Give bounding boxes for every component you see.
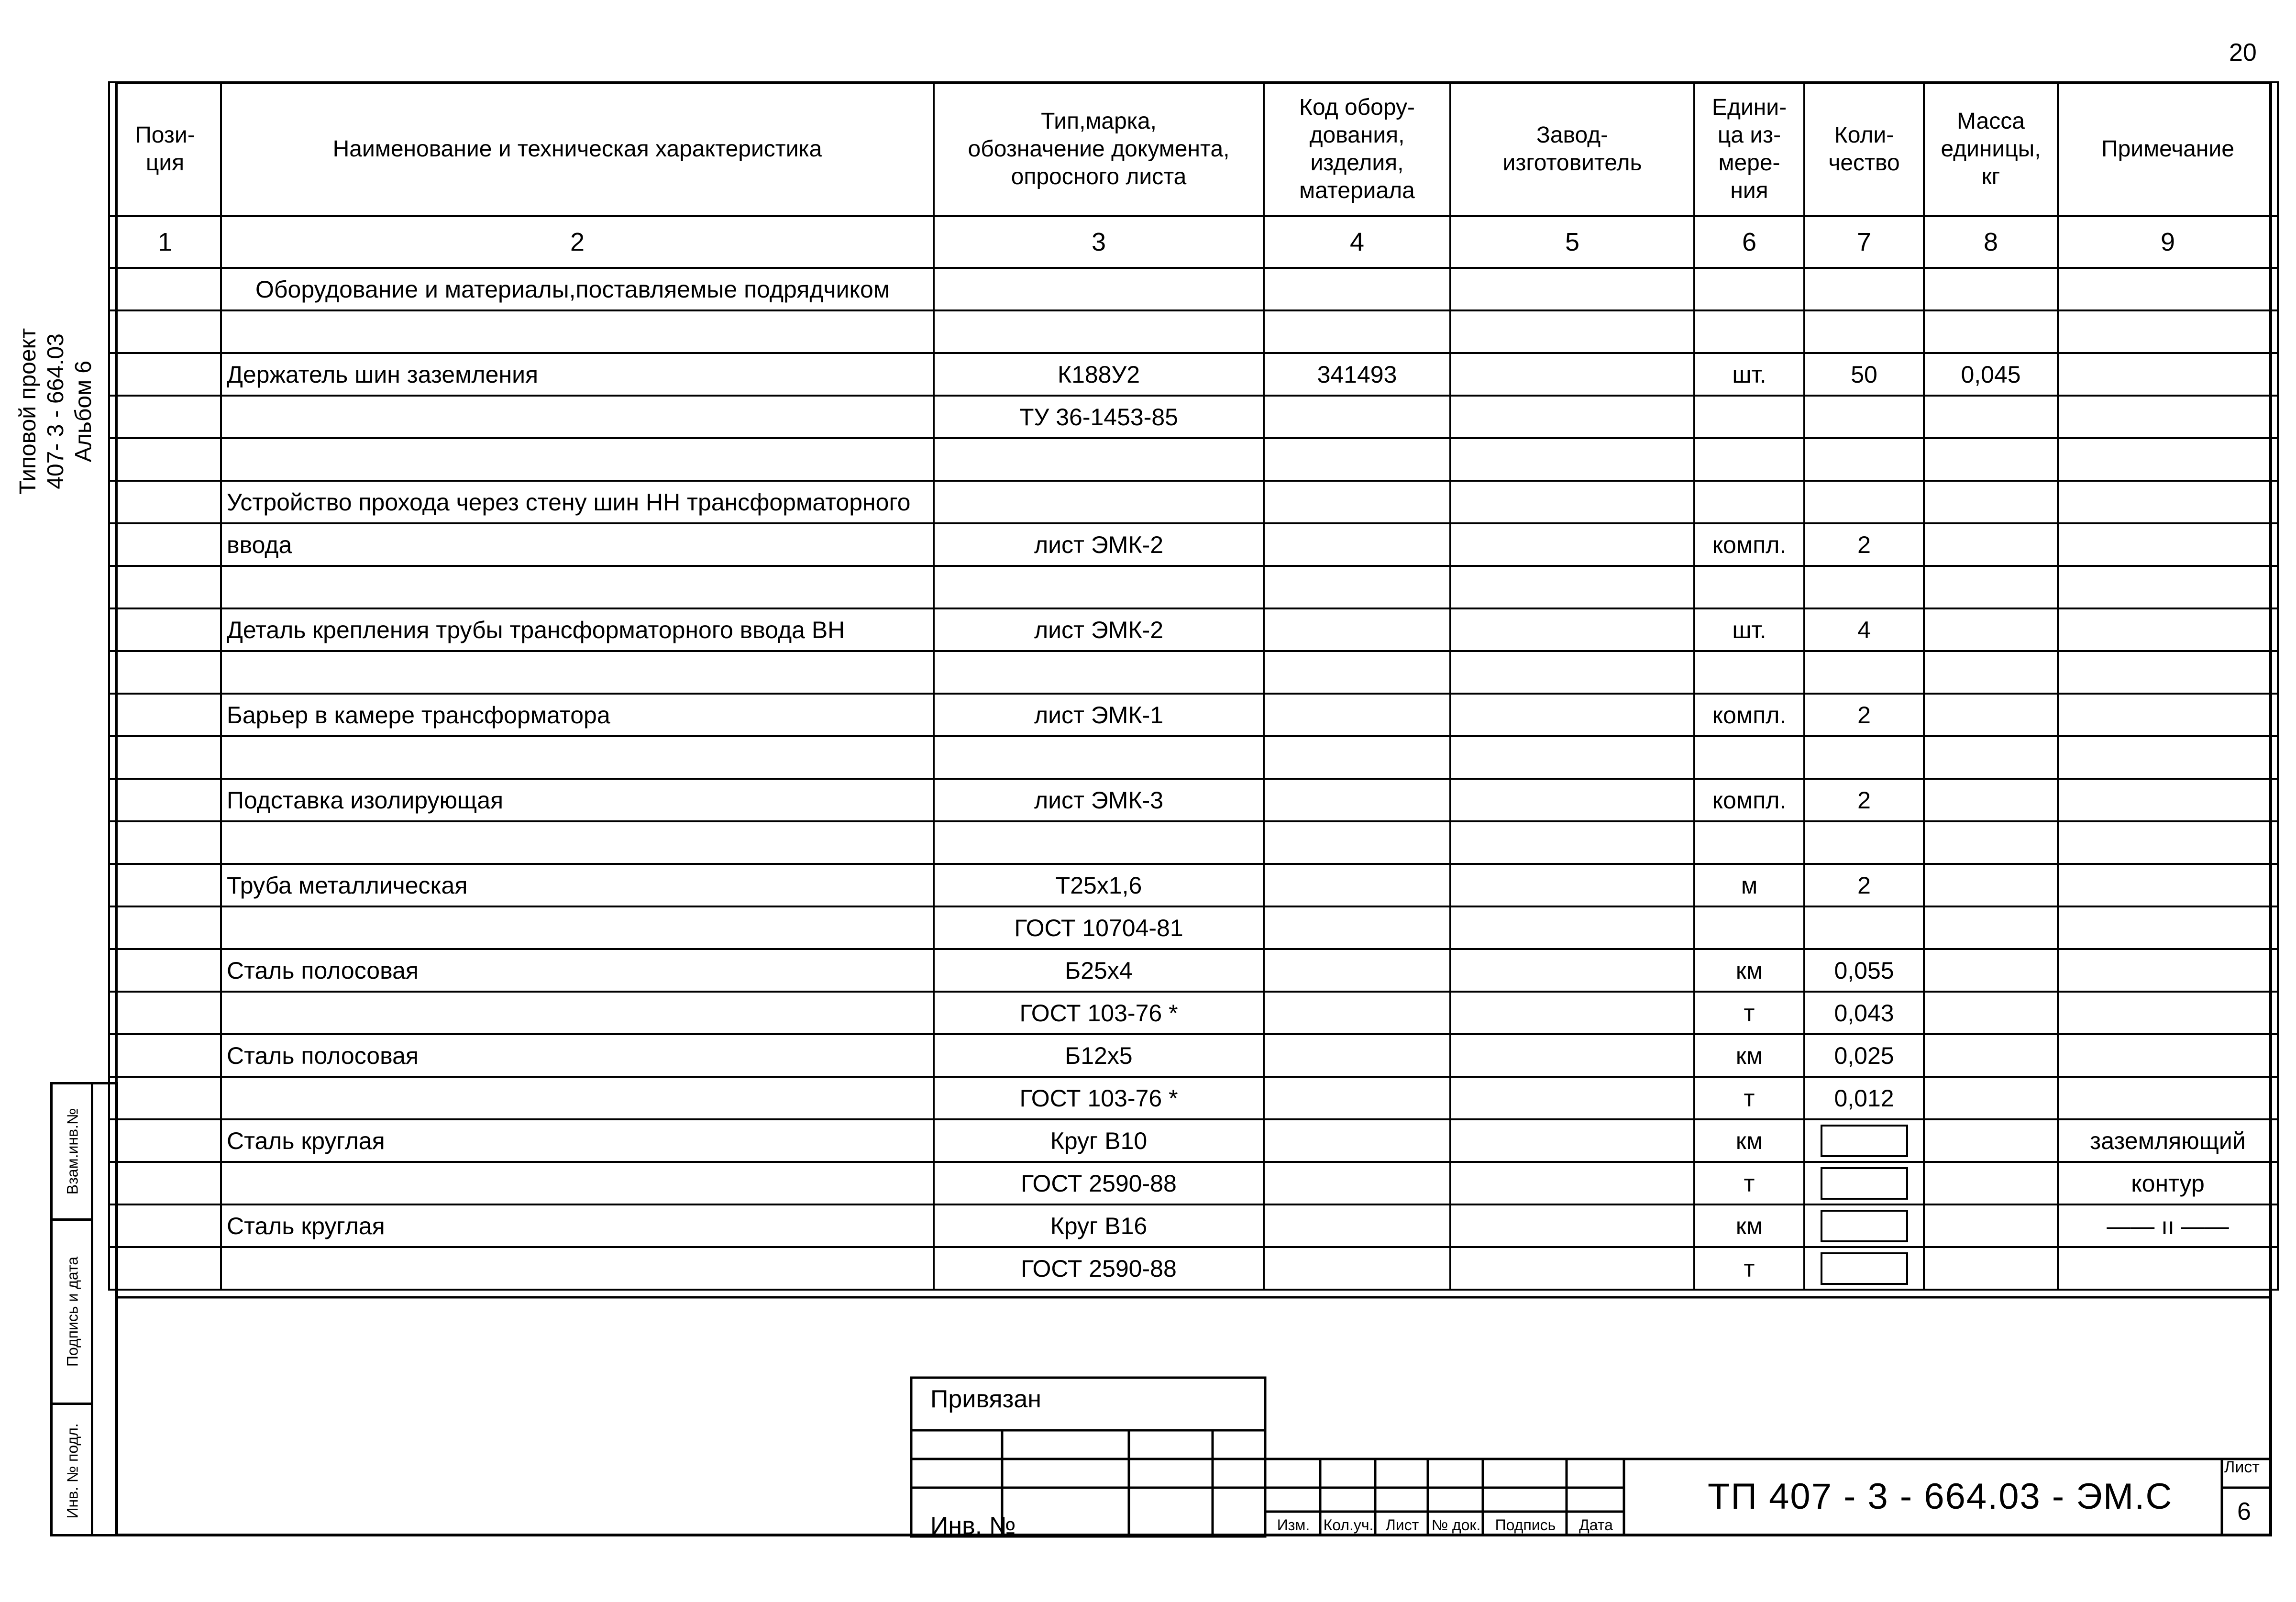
column-number: 8 [1924,216,2058,268]
item-unit: т [1694,1247,1804,1290]
column-number: 6 [1694,216,1804,268]
item-unit: км [1694,1119,1804,1162]
item-quantity: 2 [1804,523,1924,566]
header-cell: Завод- изготовитель [1450,82,1694,216]
header-cell: Коли- чество [1804,82,1924,216]
sheet-number: 6 [2237,1498,2251,1525]
header-cell: Код обору- дования, изделия, материала [1264,82,1450,216]
header-cell: Тип,марка, обозначение документа, опросного листа [934,82,1264,216]
item-name: Деталь крепления трубы трансформаторного ввода ВН [221,608,934,651]
item-type: ГОСТ 103-76 * [934,992,1264,1034]
item-unit: км [1694,949,1804,992]
item-name: Сталь круглая [221,1119,934,1162]
col-label-doc: № док. [1431,1516,1481,1534]
header-cell: Пози- ция [109,82,221,216]
item-quantity: 0,012 [1804,1077,1924,1119]
item-type: лист ЭМК-2 [934,523,1264,566]
item-quantity: 50 [1804,353,1924,396]
column-number: 3 [934,216,1264,268]
item-type: Т25х1,6 [934,864,1264,906]
item-quantity: 2 [1804,779,1924,821]
col-label-izm: Изм. [1277,1516,1310,1534]
item-type: ТУ 36-1453-85 [934,396,1264,438]
item-unit: км [1694,1034,1804,1077]
header-cell: Примечание [2058,82,2278,216]
item-unit: км [1694,1204,1804,1247]
column-number: 1 [109,216,221,268]
item-quantity: 2 [1804,864,1924,906]
item-type: Б25х4 [934,949,1264,992]
item-name: Сталь полосовая [221,1034,934,1077]
item-unit: компл. [1694,779,1804,821]
item-type: лист ЭМК-3 [934,779,1264,821]
item-type: ГОСТ 2590-88 [934,1162,1264,1204]
item-type: ГОСТ 10704-81 [934,906,1264,949]
item-name: ввода [221,523,934,566]
item-unit: шт. [1694,608,1804,651]
sheet-label: Лист [2224,1458,2260,1476]
header-cell: Масса единицы, кг [1924,82,2058,216]
bound-label: Привязан [930,1385,1042,1413]
item-quantity: 0,055 [1804,949,1924,992]
item-unit: т [1694,1077,1804,1119]
side-title-line: 407- 3 - 664.03 [43,333,68,489]
col-label-list: Лист [1385,1516,1419,1534]
column-number: 2 [221,216,934,268]
header-cell: Наименование и техническая характеристика [221,82,934,216]
stamp-label: Подпись и дата [64,1256,81,1367]
item-type: ГОСТ 103-76 * [934,1077,1264,1119]
item-unit: м [1694,864,1804,906]
item-name: Устройство прохода через стену шин НН трансформаторного [221,481,934,523]
item-note: контур [2058,1162,2278,1204]
item-name: Подставка изолирующая [221,779,934,821]
stamp-label: Взам.инв.№ [64,1108,81,1195]
side-title-line: Альбом 6 [71,360,96,463]
item-name: Барьер в камере трансформатора [221,694,934,736]
item-type: Круг В16 [934,1204,1264,1247]
item-unit: компл. [1694,694,1804,736]
item-quantity: 0,043 [1804,992,1924,1034]
column-number: 5 [1450,216,1694,268]
item-type: Б12х5 [934,1034,1264,1077]
item-code: 341493 [1264,353,1450,396]
item-quantity: 4 [1804,608,1924,651]
inv-label: Инв. № [930,1512,1016,1540]
item-quantity: 2 [1804,694,1924,736]
side-title-line: Типовой проект [15,328,41,495]
col-label-date: Дата [1579,1516,1613,1534]
item-name: Сталь круглая [221,1204,934,1247]
item-unit: компл. [1694,523,1804,566]
column-number: 4 [1264,216,1450,268]
section-title: Оборудование и материалы,поставляемые подрядчиком [221,268,934,310]
column-number: 7 [1804,216,1924,268]
item-type: К188У2 [934,353,1264,396]
item-name: Держатель шин заземления [221,353,934,396]
item-unit: т [1694,992,1804,1034]
document-code: ТП 407 - 3 - 664.03 - ЭМ.С [1708,1476,2173,1517]
item-quantity: 0,025 [1804,1034,1924,1077]
item-type: лист ЭМК-2 [934,608,1264,651]
column-number: 9 [2058,216,2278,268]
item-name: Труба металлическая [221,864,934,906]
page-number: 20 [2229,39,2257,66]
item-type: лист ЭМК-1 [934,694,1264,736]
item-note: —— ıı —— [2058,1204,2278,1247]
item-type: Круг В10 [934,1119,1264,1162]
item-mass: 0,045 [1924,353,2058,396]
col-label-kolych: Кол.уч. [1323,1516,1374,1534]
item-type: ГОСТ 2590-88 [934,1247,1264,1290]
item-unit: т [1694,1162,1804,1204]
item-name: Сталь полосовая [221,949,934,992]
item-note: заземляющий [2058,1119,2278,1162]
header-cell: Едини- ца из- мере- ния [1694,82,1804,216]
col-label-signature: Подпись [1495,1516,1556,1534]
stamp-label: Инв. № подл. [64,1423,81,1519]
item-unit: шт. [1694,353,1804,396]
